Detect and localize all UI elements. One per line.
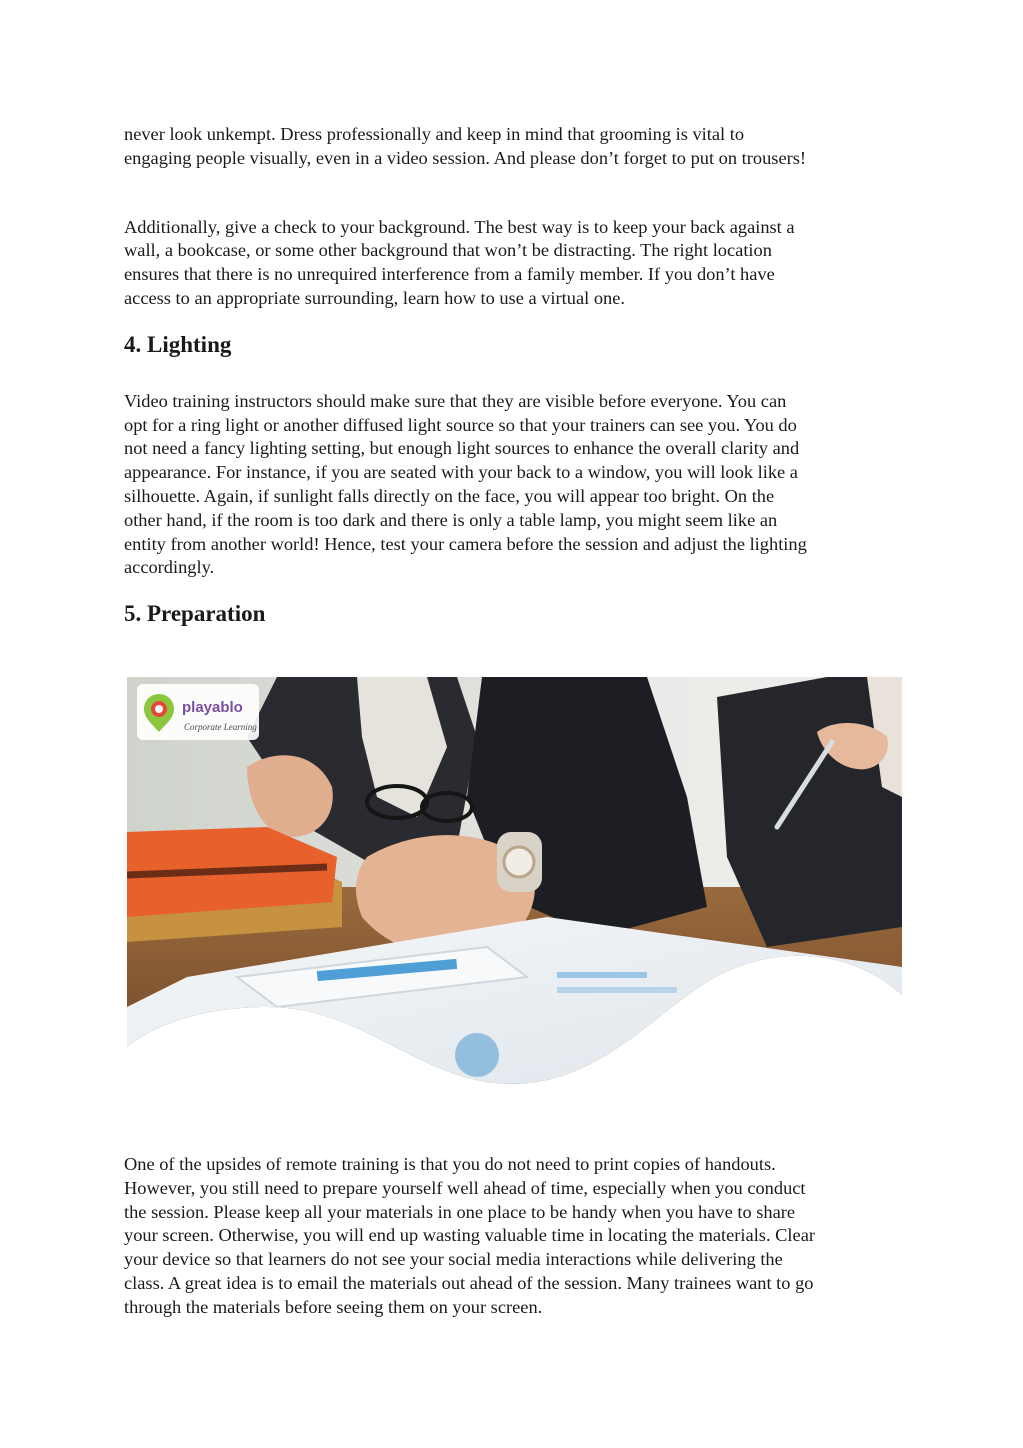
heading-preparation: 5. Preparation: [124, 601, 266, 627]
text-line: appearance. For instance, if you are seated with your back to a window, you will look like a: [124, 462, 798, 483]
document-page-lower: [124, 1153, 904, 1320]
logo-subtitle: Corporate Learning: [184, 722, 257, 732]
logo-text: playablo: [182, 699, 243, 716]
text-line: your screen. Otherwise, you will end up wasting valuable time in locating the materials. Clear: [124, 1225, 815, 1246]
paragraph-preparation: [124, 1153, 904, 1320]
playablo-logo: [137, 684, 259, 740]
text-line: through the materials before seeing them on your screen.: [124, 1296, 543, 1317]
text-line: silhouette. Again, if sunlight falls directly on the face, you will appear too bright. On the: [124, 485, 775, 506]
text-line: Video training instructors should make sure that they are visible before everyone. You can: [124, 390, 787, 411]
text-line: other hand, if the room is too dark and there is only a table lamp, you might seem like an: [124, 509, 778, 530]
text-line: Additionally, give a check to your background. The best way is to keep your back against a: [124, 216, 795, 237]
text-line: not need a fancy lighting setting, but enough light sources to enhance the overall clarity and: [124, 438, 800, 459]
text-line: ensures that there is no unrequired interference from a family member. If you don’t have: [124, 264, 775, 285]
text-line: your device so that learners do not see your social media interactions while delivering the: [124, 1249, 783, 1270]
text-line: engaging people visually, even in a video session. And please don’t forget to put on trousers!: [124, 147, 807, 168]
text-line: wall, a bookcase, or some other background that won’t be distracting. The right location: [124, 240, 772, 261]
text-line: the session. Please keep all your materials in one place to be handy when you have to share: [124, 1201, 796, 1222]
document-page: [124, 123, 904, 629]
hero-image: [127, 677, 902, 1089]
text-line: class. A great idea is to email the materials out ahead of the session. Many trainees want to go: [124, 1272, 814, 1293]
text-line: entity from another world! Hence, test your camera before the session and adjust the lighting: [124, 533, 807, 554]
paragraph-lighting: [124, 390, 904, 580]
paragraph-background: [124, 216, 904, 311]
text-line: accordingly.: [124, 557, 215, 578]
text-line: never look unkempt. Dress professionally and keep in mind that grooming is vital to: [124, 124, 745, 144]
paragraph-grooming: [124, 123, 904, 171]
text-line: access to an appropriate surrounding, learn how to use a virtual one.: [124, 287, 625, 308]
heading-lighting: 4. Lighting: [124, 331, 232, 357]
text-line: One of the upsides of remote training is that you do not need to print copies of handouts.: [124, 1154, 776, 1174]
text-line: opt for a ring light or another diffused light source so that your trainers can see you. You do: [124, 414, 797, 435]
text-line: However, you still need to prepare yourself well ahead of time, especially when you conduct: [124, 1177, 806, 1198]
